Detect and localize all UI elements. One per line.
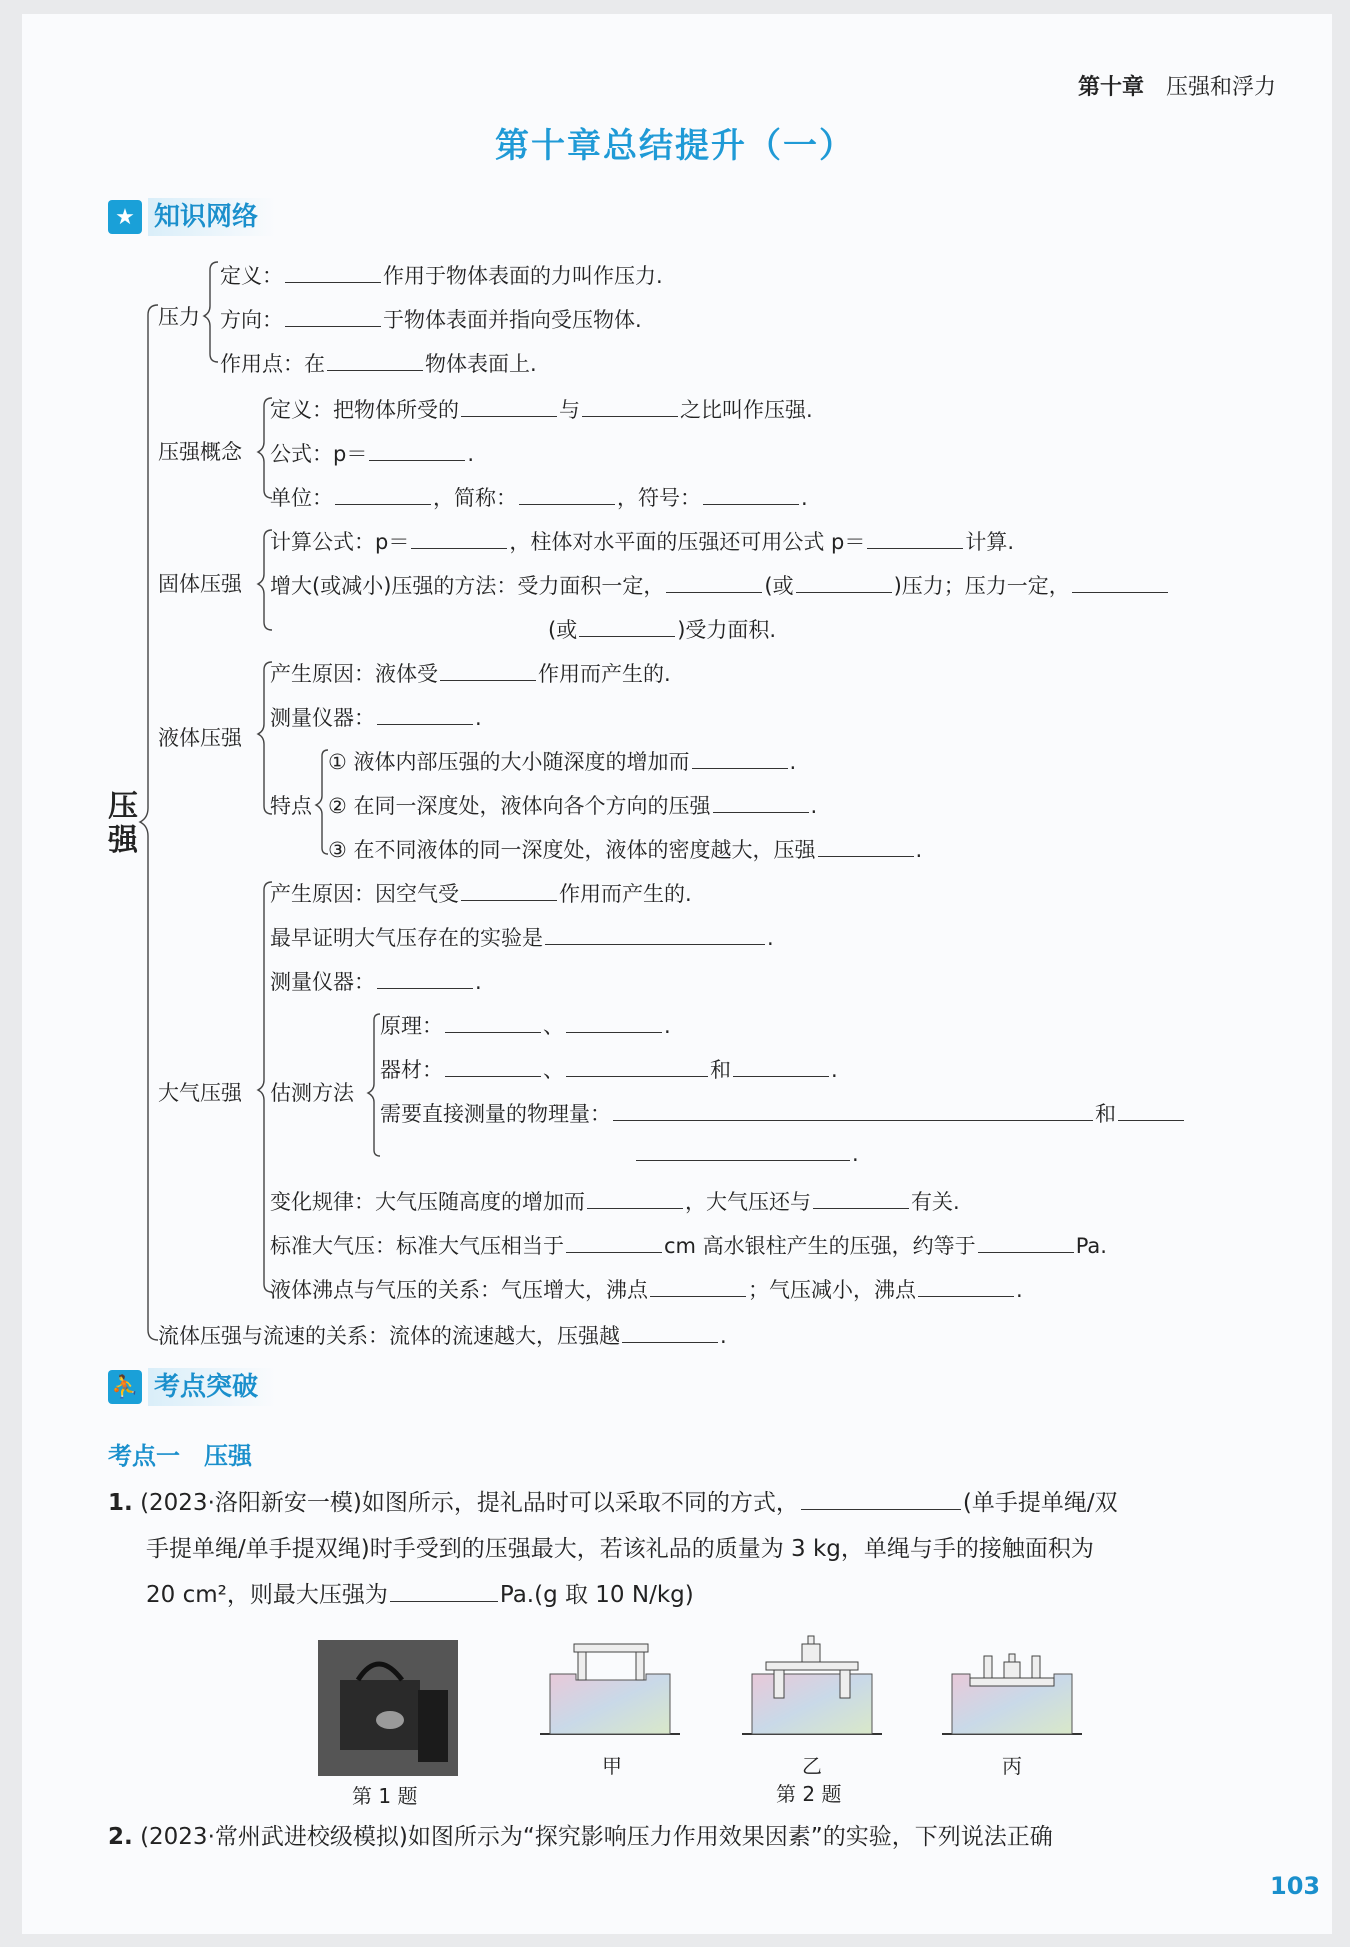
brace-root: [140, 305, 158, 1340]
kaodian-heading: 考点一 压强: [108, 1442, 252, 1470]
node-guce: 估测方法: [270, 1081, 354, 1105]
yali-line-3: 作用点：在 物体表面上.: [220, 352, 537, 376]
guti-line-2: 增大(或减小)压强的方法：受力面积一定， (或 )压力；压力一定，: [270, 570, 1170, 600]
brace-guce: [368, 1014, 380, 1156]
chapter-subject: 压强和浮力: [1166, 75, 1277, 100]
daqi-line-2: 最早证明大气压存在的实验是 .: [270, 926, 774, 950]
section-heading-breakthrough: [108, 1368, 276, 1406]
guti-line-1: 计算公式：p＝ ，柱体对水平面的压强还可用公式 p＝ 计算.: [270, 530, 1015, 554]
chapter-number: 第十章: [1078, 75, 1145, 100]
figure-pressure-experiment: [538, 1634, 1098, 1744]
setup-bing: [942, 1654, 1082, 1734]
label-yi: 乙: [802, 1754, 822, 1778]
guce-line-1: 原理： 、 .: [380, 1014, 671, 1038]
node-daqi: 大气压强: [158, 1081, 242, 1105]
section-label-network: 知识网络: [148, 198, 276, 236]
daqi-line-3: 测量仪器： .: [270, 970, 482, 994]
label-bing: 丙: [1002, 1754, 1022, 1778]
hand-shape: [376, 1711, 404, 1729]
label-jia: 甲: [602, 1754, 622, 1778]
q1-line-3: 20 cm²，则最大压强为 Pa.(g 取 10 N/kg): [146, 1582, 694, 1608]
yali-line-1: 定义： 作用于物体表面的力叫作压力.: [220, 264, 663, 288]
brace-tedian: [316, 750, 328, 854]
runner-icon: ⛹: [108, 1370, 142, 1404]
star-icon: ★: [108, 200, 142, 234]
page-number: 103: [1270, 1872, 1321, 1900]
daqi-line-1: 产生原因：因空气受 作用而产生的.: [270, 882, 692, 906]
page-title: 第十章总结提升（一）: [495, 126, 855, 166]
tedian-line-2: ② 在同一深度处，液体向各个方向的压强 .: [328, 794, 818, 818]
setup-yi: [742, 1636, 882, 1734]
gainian-line-3: 单位： ，简称： ，符号： .: [270, 486, 808, 510]
daqi-line-5: 标准大气压：标准大气压相当于 cm 高水银柱产生的压强，约等于 Pa.: [270, 1234, 1107, 1258]
guti-line-3: (或 )受力面积.: [548, 618, 777, 642]
guce-line-4: .: [634, 1142, 859, 1166]
tedian-line-1: ① 液体内部压强的大小随深度的增加而 .: [328, 750, 797, 774]
daqi-line-4: 变化规律：大气压随高度的增加而 ，大气压还与 有关.: [270, 1190, 960, 1214]
caption-fig1: 第 1 题: [352, 1784, 418, 1808]
node-gainian: 压强概念: [158, 440, 242, 464]
q1-line-2: 手提单绳/单手提双绳)时手受到的压强最大，若该礼品的质量为 3 kg，单绳与手的接触面积为: [146, 1536, 1094, 1562]
node-tedian: 特点: [270, 794, 312, 818]
tree-root: 压强: [108, 789, 138, 858]
yeti-line-1: 产生原因：液体受 作用而产生的.: [270, 662, 671, 686]
liuti-line: 流体压强与流速的关系：流体的流速越大，压强越 .: [158, 1324, 727, 1348]
guce-line-2: 器材： 、 和 .: [380, 1058, 838, 1082]
q1-line-1: 1. (2023·洛阳新安一模)如图所示，提礼品时可以采取不同的方式， (单手提单绳/双: [108, 1490, 1118, 1516]
caption-fig2: 第 2 题: [776, 1782, 842, 1806]
node-guti: 固体压强: [158, 572, 242, 596]
tedian-line-3: ③ 在不同液体的同一深度处，液体的密度越大，压强 .: [328, 838, 923, 862]
yeti-line-2: 测量仪器： .: [270, 706, 482, 730]
yali-line-2: 方向： 于物体表面并指向受压物体.: [220, 308, 642, 332]
gainian-line-1: 定义：把物体所受的 与 之比叫作压强.: [270, 398, 813, 422]
gainian-line-2: 公式：p＝ .: [270, 442, 475, 466]
node-yeti: 液体压强: [158, 726, 242, 750]
daqi-line-6: 液体沸点与气压的关系：气压增大，沸点 ；气压减小，沸点 .: [270, 1278, 1023, 1302]
guce-line-3: 需要直接测量的物理量： 和: [380, 1098, 1186, 1128]
node-yali: 压力: [158, 305, 200, 329]
figure-gift-bag: [318, 1640, 458, 1776]
q2-line-1: 2. (2023·常州武进校级模拟)如图所示为“探究影响压力作用效果因素”的实验，下列说法正确: [108, 1824, 1053, 1850]
gift-bag-side: [418, 1690, 448, 1762]
brace-yali: [204, 262, 218, 362]
section-label-breakthrough: 考点突破: [148, 1368, 276, 1406]
setup-jia: [540, 1644, 680, 1734]
